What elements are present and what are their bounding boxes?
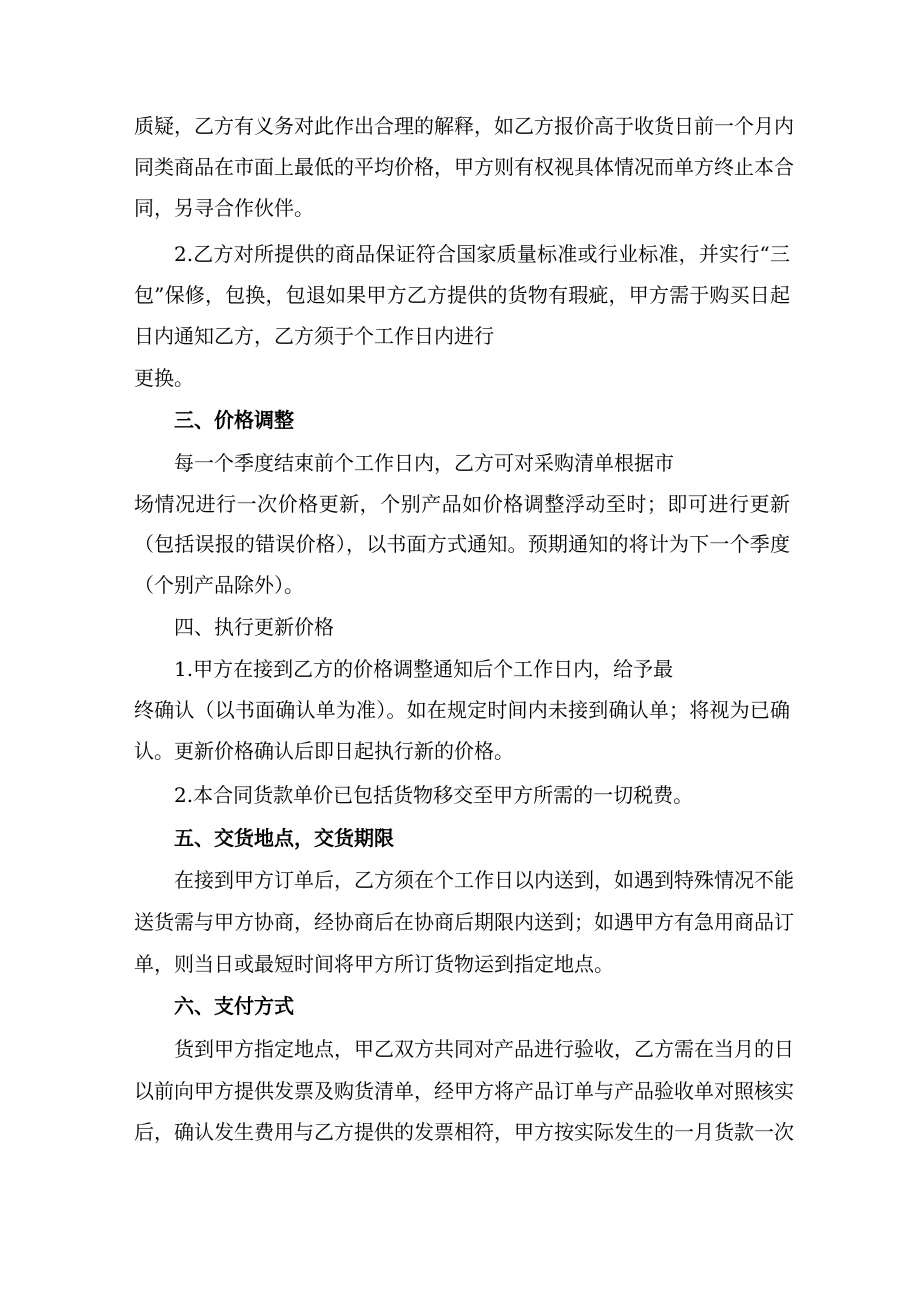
paragraph-line: 质疑，乙方有义务对此作出合理的解释，如乙方报价高于收货日前一个月内 [134, 114, 794, 138]
paragraph-line: 后，确认发生费用与乙方提供的发票相符，甲方按实际发生的一月货款一次 [134, 1120, 794, 1144]
section-heading: 四、执行更新价格 [174, 615, 334, 639]
paragraph-line: 2.本合同货款单价已包括货物移交至甲方所需的一切税费。 [174, 783, 694, 807]
paragraph-line: 场情况进行一次价格更新，个别产品如价格调整浮动至时；即可进行更新 [134, 492, 790, 516]
paragraph-line: 认。更新价格确认后即日起执行新的价格。 [134, 739, 514, 763]
paragraph-line: 包”保修，包换，包退如果甲方乙方提供的货物有瑕疵，甲方需于购买日起 [134, 283, 790, 307]
paragraph-line: 每一个季度结束前个工作日内，乙方可对采购清单根据市 [174, 451, 674, 475]
paragraph-line: 2.乙方对所提供的商品保证符合国家质量标准或行业标准，并实行“三 [174, 242, 790, 266]
paragraph-line: 以前向甲方提供发票及购货清单，经甲方将产品订单与产品验收单对照核实 [134, 1079, 794, 1103]
section-heading: 六、支付方式 [174, 994, 294, 1018]
paragraph-line: 终确认（以书面确认单为准）。如在规定时间内未接到确认单；将视为已确 [134, 698, 790, 722]
section-heading: 三、价格调整 [174, 408, 294, 432]
paragraph-line: 货到甲方指定地点，甲乙双方共同对产品进行验收，乙方需在当月的日 [174, 1037, 794, 1061]
paragraph-line: 日内通知乙方，乙方须于个工作日内进行 [134, 324, 494, 348]
paragraph-line: （个别产品除外）。 [134, 573, 304, 597]
paragraph-line: 同，另寻合作伙伴。 [134, 196, 314, 220]
paragraph-line: 更换。 [134, 366, 194, 390]
paragraph-line: 同类商品在市面上最低的平均价格，甲方则有权视具体情况而单方终止本合 [134, 155, 794, 179]
section-heading: 五、交货地点，交货期限 [174, 826, 394, 850]
paragraph-line: 送货需与甲方协商，经协商后在协商后期限内送到；如遇甲方有急用商品订 [134, 910, 794, 934]
paragraph-line: 1.甲方在接到乙方的价格调整通知后个工作日内，给予最 [174, 657, 674, 681]
paragraph-line: 在接到甲方订单后，乙方须在个工作日以内送到，如遇到特殊情况不能 [174, 868, 794, 892]
paragraph-line: 单，则当日或最短时间将甲方所订货物运到指定地点。 [134, 952, 614, 976]
paragraph-line: （包括误报的错误价格），以书面方式通知。预期通知的将计为下一个季度 [134, 532, 790, 556]
